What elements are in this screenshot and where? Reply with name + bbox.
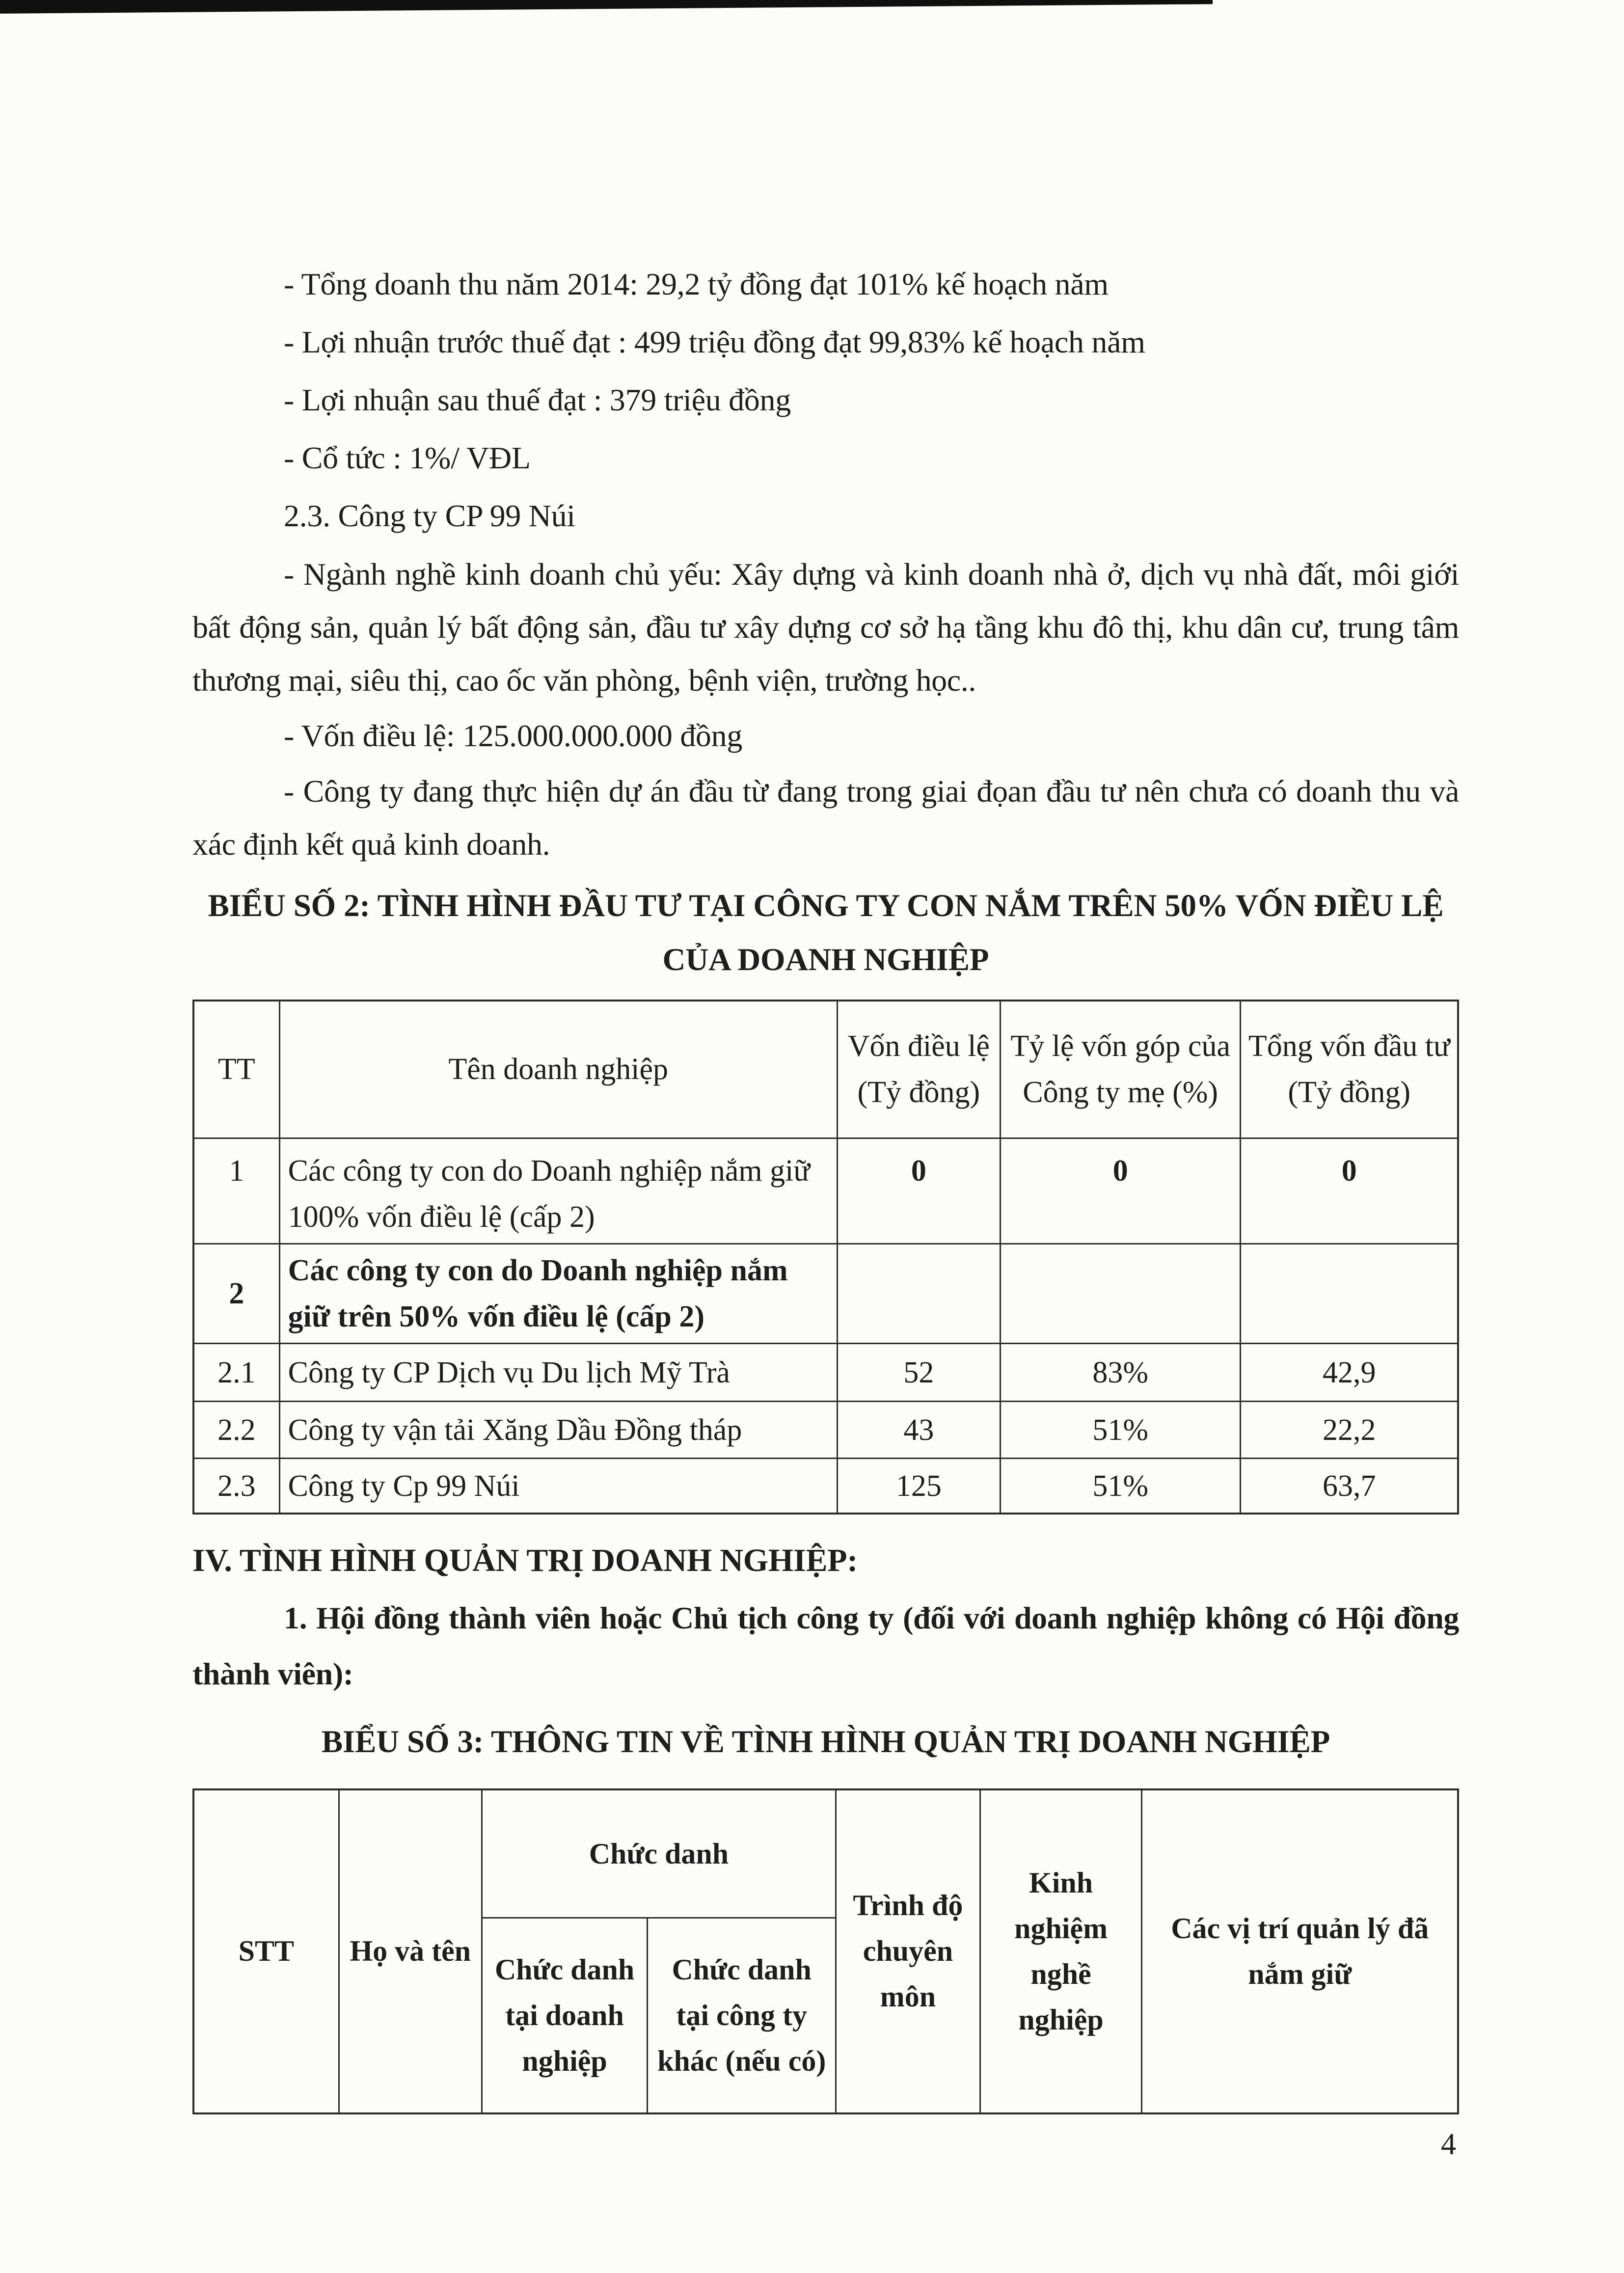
total-investment-value: 0 (1241, 1138, 1458, 1244)
col-header-trinh-do-chuyen-mon: Trình độ chuyên môn (836, 1789, 980, 2113)
company-name: Các công ty con do Doanh nghiệp nắm giữ 100% vốn điều lệ (cấp 2) (279, 1138, 837, 1244)
company-name: Công ty CP Dịch vụ Du lịch Mỹ Trà (279, 1344, 837, 1402)
ownership-ratio-value (1000, 1244, 1240, 1343)
table-row (193, 1138, 1458, 1244)
section-2-3-heading: 2.3. Công ty CP 99 Núi (284, 498, 575, 533)
project-status-paragraph: - Công ty đang thực hiện dự án đầu từ đang trong giai đọan đầu tư nên chưa có doanh thu và xác định kết quả kinh doanh. (192, 774, 1459, 862)
revenue-line: - Tổng doanh thu năm 2014: 29,2 tỷ đồng đạt 101% kế hoạch năm (284, 267, 1109, 301)
row-index: 2.2 (193, 1402, 279, 1459)
section-iv-heading: IV. TÌNH HÌNH QUẢN TRỊ DOANH NGHIỆP: (192, 1542, 858, 1578)
table-row (193, 1459, 1458, 1514)
item-1-paragraph: 1. Hội đồng thành viên hoặc Chủ tịch công ty (đối với doanh nghiệp không có Hội đồng thành viên): (192, 1600, 1459, 1691)
col-header-von-dieu-le: Vốn điều lệ (Tỷ đồng) (837, 1001, 1000, 1138)
row-index: 2.1 (193, 1344, 279, 1402)
col-header-ty-le-von-gop: Tỷ lệ vốn góp của Công ty mẹ (%) (1000, 1001, 1240, 1138)
col-header-kinh-nghiem-nghe-nghiep: Kinh nghiệm nghề nghiệp (980, 1789, 1142, 2113)
total-investment-value: 22,2 (1241, 1402, 1458, 1459)
charter-capital-line: - Vốn điều lệ: 125.000.000.000 đồng (284, 718, 743, 753)
col-header-chuc-danh-tai-doanh-nghiep: Chức danh tại doanh nghiệp (482, 1918, 647, 2113)
col-header-chuc-danh: Chức danh (482, 1789, 836, 1918)
col-header-ho-va-ten: Họ và tên (339, 1789, 482, 2113)
table-header-row (193, 1789, 1458, 1918)
bieu-so-3-heading: BIỂU SỐ 3: THÔNG TIN VỀ TÌNH HÌNH QUẢN TRỊ DOANH NGHIỆP (321, 1724, 1330, 1759)
col-header-cac-vi-tri-quan-ly: Các vị trí quản lý đã nắm giữ (1142, 1789, 1458, 2113)
page-number: 4 (1441, 2127, 1456, 2161)
row-index: 2 (193, 1244, 279, 1343)
col-header-ten-doanh-nghiep: Tên doanh nghiệp (279, 1001, 837, 1138)
page-content (192, 0, 1459, 2162)
investment-table (192, 1000, 1459, 1515)
charter-capital-value: 0 (837, 1138, 1000, 1244)
charter-capital-value: 43 (837, 1402, 1000, 1459)
company-name: Các công ty con do Doanh nghiệp nắm giữ trên 50% vốn điều lệ (cấp 2) (279, 1244, 837, 1343)
company-name: Công ty Cp 99 Núi (279, 1459, 837, 1514)
col-header-tt: TT (193, 1001, 279, 1138)
bieu-so-2-heading: BIỂU SỐ 2: TÌNH HÌNH ĐẦU TƯ TẠI CÔNG TY CON NẮM TRÊN 50% VỐN ĐIỀU LỆ CỦA DOANH NGHIỆP (208, 888, 1444, 977)
ownership-ratio-value: 83% (1000, 1344, 1240, 1402)
ownership-ratio-value: 0 (1000, 1138, 1240, 1244)
business-lines-paragraph: - Ngành nghề kinh doanh chủ yếu: Xây dựng và kinh doanh nhà ở, dịch vụ nhà đất, môi giới bất động sản, quản lý bất động sản, đầu tư xây dựng cơ sở hạ tầng khu đô thị, khu dân cư, trung tâm thương mại, siêu thị, cao ốc văn phòng, bệnh viện, trường học.. (192, 557, 1459, 698)
table-header-row (193, 1001, 1458, 1138)
row-index: 2.3 (193, 1459, 279, 1514)
table-row (193, 1402, 1458, 1459)
col-header-chuc-danh-tai-cong-ty-khac: Chức danh tại công ty khác (nếu có) (648, 1918, 836, 2113)
row-index: 1 (193, 1138, 279, 1244)
profit-after-tax-line: - Lợi nhuận sau thuế đạt : 379 triệu đồng (284, 382, 791, 417)
company-name: Công ty vận tải Xăng Dầu Đồng tháp (279, 1402, 837, 1459)
table-row (193, 1244, 1458, 1343)
total-investment-value: 42,9 (1241, 1344, 1458, 1402)
charter-capital-value (837, 1244, 1000, 1343)
ownership-ratio-value: 51% (1000, 1459, 1240, 1514)
charter-capital-value: 125 (837, 1459, 1000, 1514)
governance-table (192, 1788, 1459, 2114)
col-header-tong-von-dau-tu: Tổng vốn đầu tư (Tỷ đồng) (1241, 1001, 1458, 1138)
ownership-ratio-value: 51% (1000, 1402, 1240, 1459)
table-row (193, 1344, 1458, 1402)
col-header-stt: STT (193, 1789, 339, 2113)
total-investment-value: 63,7 (1241, 1459, 1458, 1514)
profit-before-tax-line: - Lợi nhuận trước thuế đạt : 499 triệu đồng đạt 99,83% kế hoạch năm (284, 325, 1145, 359)
dividend-line: - Cổ tức : 1%/ VĐL (284, 440, 531, 475)
total-investment-value (1241, 1244, 1458, 1343)
charter-capital-value: 52 (837, 1344, 1000, 1402)
